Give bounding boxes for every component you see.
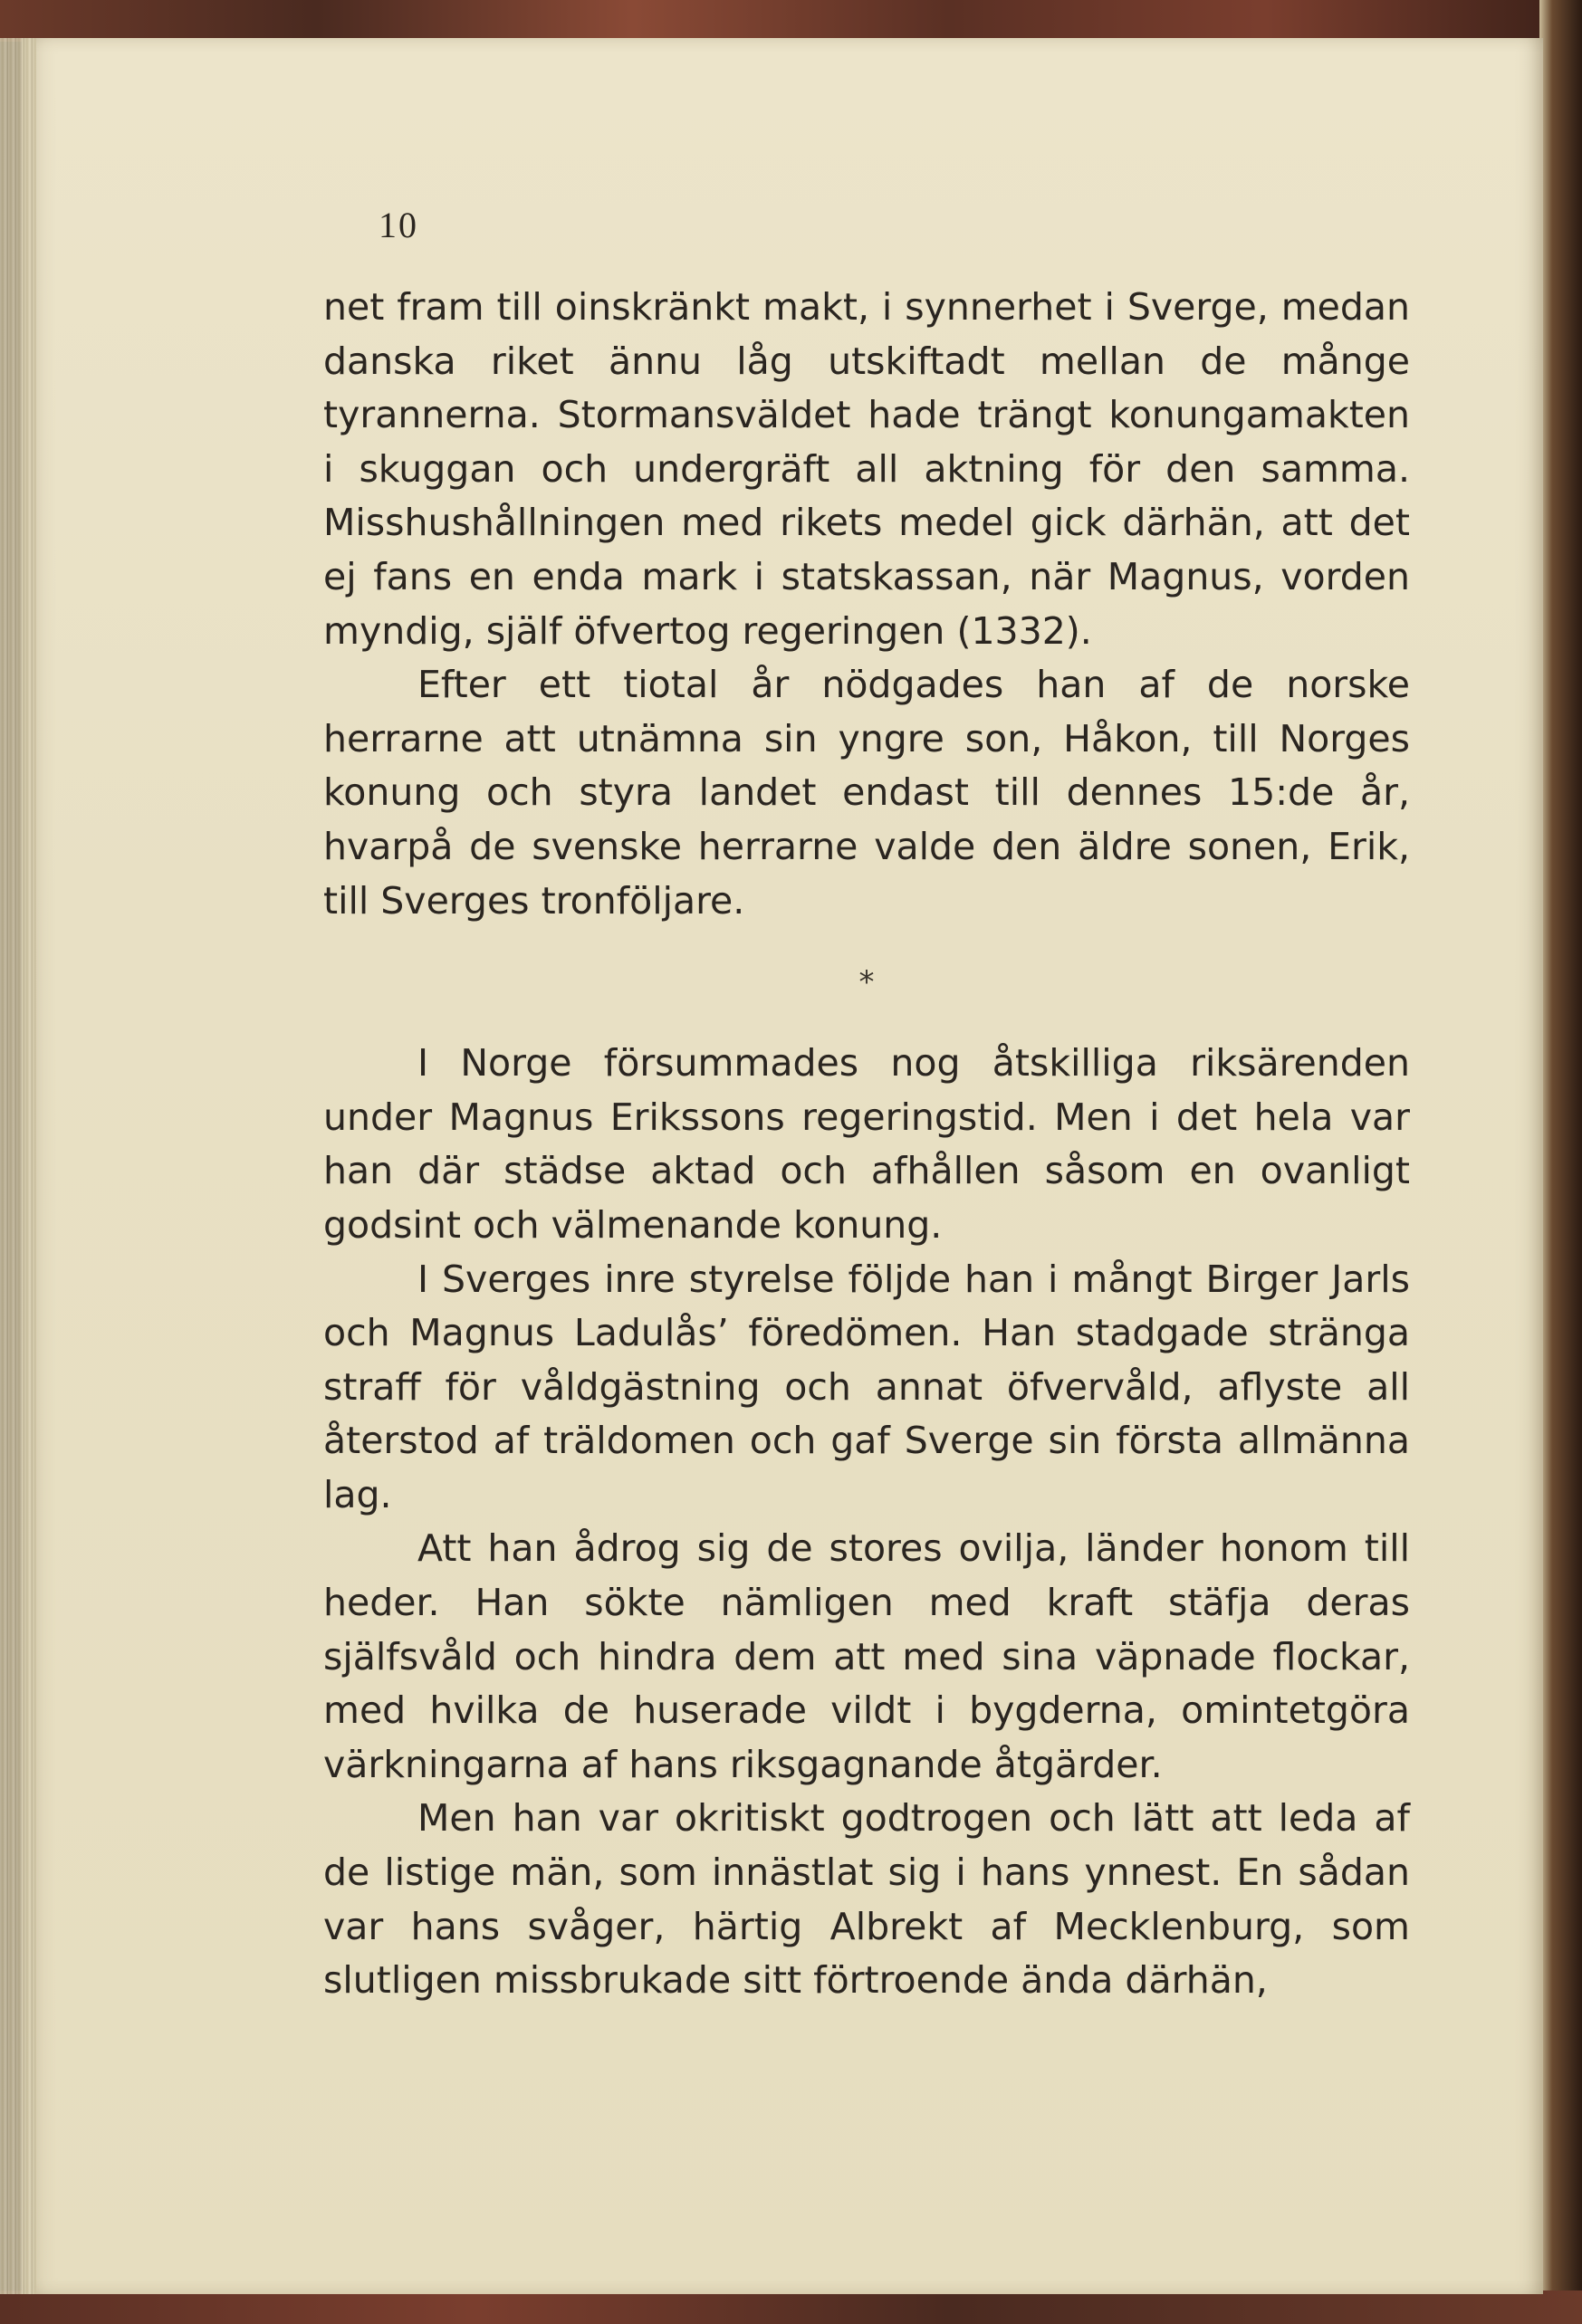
page-gutter bbox=[0, 38, 36, 2294]
paragraph-3: I Norge försummades nog åtskilliga riksärenden under Magnus Erikssons regeringstid. Men i det hela var han där städse aktad och afhållen såsom en ovanligt godsint och välmenande konung. bbox=[323, 1041, 1410, 1247]
paragraph-6: Men han var okritiskt godtrogen och lätt att leda af de listige män, som innästlat sig i hans ynnest. En sådan var hans svåger, härtig Albrekt af Mecklenburg, som slutligen missbrukade sitt förtroende ända därhän, bbox=[323, 1796, 1410, 2003]
book-top-edge bbox=[0, 0, 1582, 42]
paragraph-5: Att han ådrog sig de stores ovilja, länder honom till heder. Han sökte nämligen med kraft stäfja deras själfsvåld och hindra dem att med sina väpnade flockar, med hvilka de huserade vildt i bygderna, omintetgöra värkningarna af hans riksgagnande åtgärder. bbox=[323, 1526, 1410, 1786]
book-right-edge bbox=[1539, 0, 1582, 2324]
paragraph-1: net fram till oinskränkt makt, i synnerhet i Sverge, medan danska riket ännu låg utskiftadt mellan de månge tyrannerna. Stormansväldet hade trängt konungamakten i skuggan och undergräft all aktning för den samma. Misshushållningen med rikets medel gick därhän, att det ej fans en enda mark i statskassan, när Magnus, vorden myndig, själf öfvertog regeringen (1332). bbox=[323, 285, 1410, 653]
section-separator: * bbox=[858, 964, 875, 1001]
paragraph-2: Efter ett tiotal år nödgades han af de norske herrarne att utnämna sin yngre son, Håkon, till Norges konung och styra landet endast till dennes 15:de år, hvarpå de svenske herrarne valde den äldre sonen, Erik, till Sverges tronföljare. bbox=[323, 663, 1410, 923]
body-text bbox=[323, 281, 1410, 2008]
book-bottom-edge bbox=[0, 2291, 1582, 2324]
page-number: 10 bbox=[379, 205, 418, 245]
paragraph-4: I Sverges inre styrelse följde han i mångt Birger Jarls och Magnus Ladulås’ föredömen. Han stadgade stränga straff för våldgästning och annat öfvervåld, aflyste all återstod af träldomen och gaf Sverge sin första allmänna lag. bbox=[323, 1257, 1410, 1516]
